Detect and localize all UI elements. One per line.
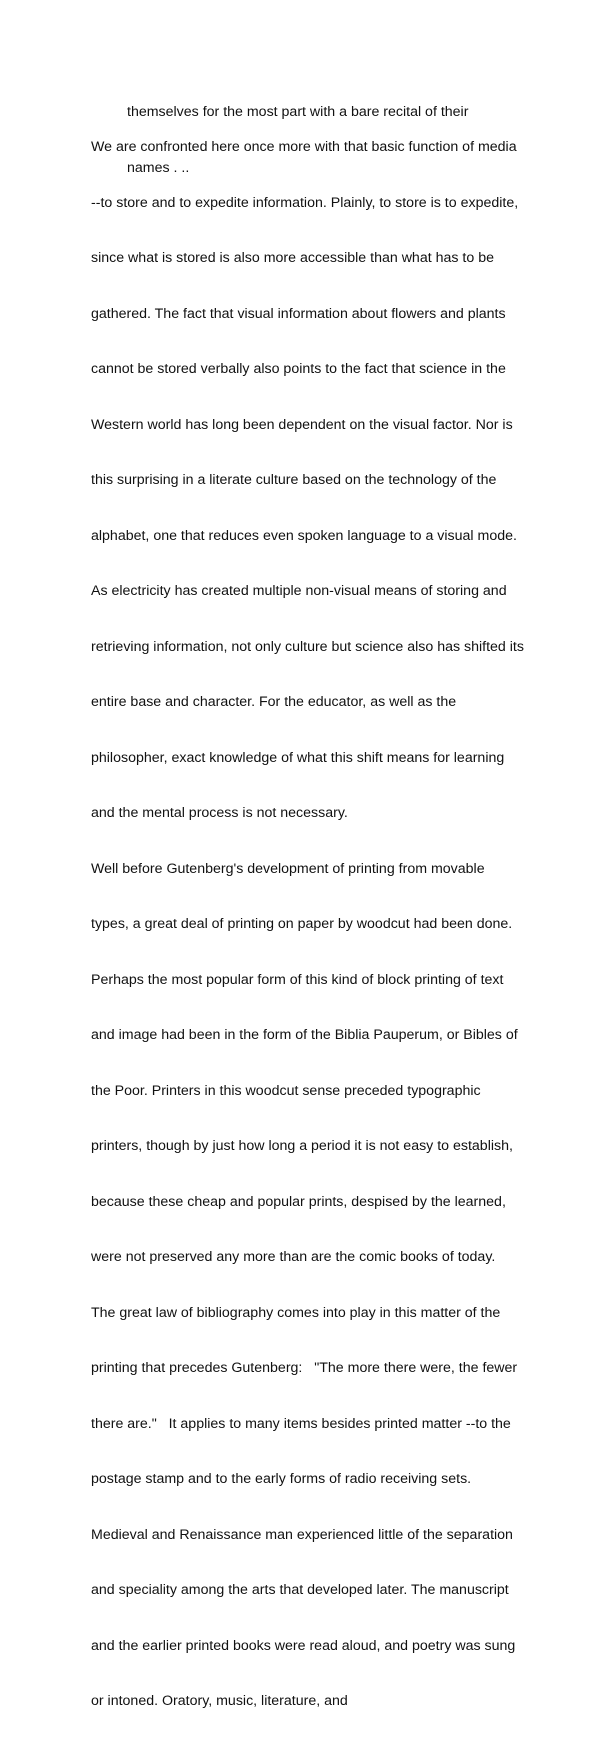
text-line: Perhaps the most popular form of this kind of block printing of text [91, 971, 504, 988]
text-line: philosopher, exact knowledge of what this shift means for learning [91, 749, 505, 766]
text-line: Western world has long been dependent on the visual factor. Nor is [91, 416, 513, 433]
body-text [91, 101, 524, 1748]
text-line: the Poor. Printers in this woodcut sense preceded typographic [91, 1082, 481, 1099]
text-line: printers, though by just how long a period it is not easy to establish, [91, 1138, 513, 1154]
text-line: and image had been in the form of the Biblia Pauperum, or Bibles of [91, 1027, 518, 1043]
text-line: were not preserved any more than are the comic books of today. [91, 1249, 496, 1265]
quote-line: names . .. [127, 159, 190, 176]
text-line: entire base and character. For the educator, as well as the [91, 694, 457, 710]
text-line: We are confronted here once more with that basic function of media [91, 139, 517, 155]
text-line: and speciality among the arts that developed later. The manuscript [91, 1582, 509, 1598]
text-line: Medieval and Renaissance man experienced little of the separation [91, 1526, 513, 1543]
text-line: and the earlier printed books were read aloud, and poetry was sung [91, 1637, 516, 1654]
text-line: gathered. The fact that visual information about flowers and plants [91, 305, 506, 322]
text-line: types, a great deal of printing on paper by woodcut had been done. [91, 916, 513, 932]
text-line: postage stamp and to the early forms of radio receiving sets. [91, 1471, 472, 1487]
text-line: printing that precedes Gutenberg: "The more there were, the fewer [91, 1360, 518, 1376]
text-line: this surprising in a literate culture based on the technology of the [91, 472, 497, 488]
text-line: The great law of bibliography comes into play in this matter of the [91, 1304, 501, 1321]
quote-line: themselves for the most part with a bare recital of their [127, 104, 469, 120]
text-line: alphabet, one that reduces even spoken language to a visual mode. [91, 527, 517, 544]
text-line: --to store and to expedite information. Plainly, to store is to expedite, [91, 194, 519, 211]
text-line: because these cheap and popular prints, despised by the learned, [91, 1193, 506, 1210]
text-line: and the mental process is not necessary. [91, 805, 348, 821]
text-line: Well before Gutenberg's development of printing from movable [91, 860, 485, 877]
text-line: retrieving information, not only culture but science also has shifted its [91, 638, 524, 655]
text-line: since what is stored is also more accessible than what has to be [91, 250, 494, 266]
text-line: As electricity has created multiple non-visual means of storing and [91, 583, 507, 599]
text-line: there are." It applies to many items besides printed matter --to the [91, 1415, 511, 1432]
text-line: cannot be stored verbally also points to the fact that science in the [91, 361, 506, 377]
text-line: or intoned. Oratory, music, literature, and [91, 1693, 348, 1709]
